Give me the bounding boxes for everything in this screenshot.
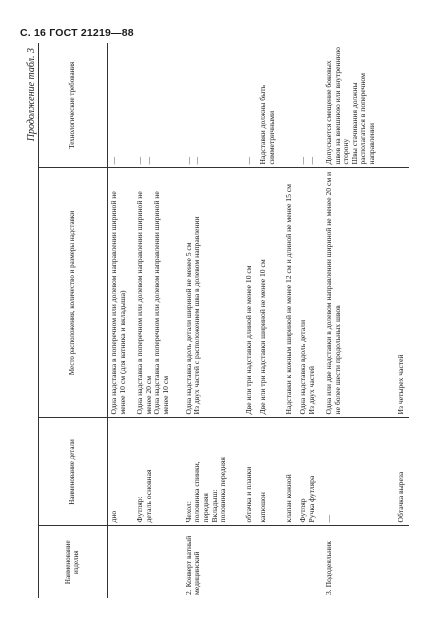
cell-requirements (323, 43, 395, 168)
cell-line: Из двух частей с расположением шва в долевом направлении (192, 216, 202, 415)
table-body (108, 43, 410, 598)
cell-place (395, 168, 409, 418)
cell-line: клапан кожной (283, 474, 293, 523)
page-header: С. 16 ГОСТ 21219—88 (20, 27, 134, 39)
cell-place (323, 168, 395, 418)
table-row (283, 43, 297, 598)
cell-line: — (298, 156, 308, 165)
cell-line: Вкладыш: (209, 489, 219, 523)
cell-line: капюшон (258, 492, 268, 523)
cell-requirements (183, 43, 243, 168)
cell-part (134, 418, 183, 526)
cell-place (243, 168, 257, 418)
cell-line: Надставки к кожным шириной не менее 12 см и длиной не менее 15 см (283, 184, 293, 415)
cell-requirements (243, 43, 257, 168)
cell-line: Футляр: (134, 496, 144, 523)
cell-requirements (395, 43, 409, 168)
cell-place (283, 168, 297, 418)
cell-line: половинка передняя (218, 457, 228, 523)
cell-line: — (192, 156, 202, 165)
cell-line: деталь основная (143, 469, 153, 523)
cell-part (395, 418, 409, 526)
cell-line: — (244, 156, 254, 165)
cell-line: — (109, 156, 118, 165)
table-header-row (39, 43, 108, 598)
cell-item (283, 526, 297, 598)
cell-line: — (143, 156, 153, 165)
cell-line: дно (109, 510, 118, 523)
cell-place (297, 168, 323, 418)
cell-line: — (183, 156, 193, 165)
cell-line: Одна надставка вдоль детали (298, 319, 308, 415)
cell-line: половинка спинки, (192, 461, 202, 523)
cell-item (243, 526, 257, 598)
column-header-item: Наименование изделия (39, 526, 108, 598)
rotated-table-block (24, 43, 409, 598)
table-row (323, 43, 395, 598)
table-row (134, 43, 183, 598)
cell-line: Чехол: (183, 501, 193, 523)
cell-line: 3. Пододеяльник (323, 541, 333, 595)
cell-place (183, 168, 243, 418)
cell-requirements (257, 43, 283, 168)
cell-requirements (297, 43, 323, 168)
cell-part (297, 418, 323, 526)
cell-line: Из четырех частей (395, 354, 405, 415)
cell-part (183, 418, 243, 526)
cell-line: 2. Конверт ватный медицинский (183, 535, 202, 595)
cell-line: Обтачка выреза (395, 471, 405, 523)
table-row (108, 43, 134, 598)
cell-part (257, 418, 283, 526)
cell-line: Допускается смещение боковых швов на внешнюю или внутреннюю сторону (323, 47, 351, 165)
table-caption: Продолжение табл. 3 (26, 48, 37, 142)
cell-line: Швы стачивания должны располагаться в поперечном направлении (349, 73, 377, 165)
cell-item (297, 526, 323, 598)
cell-place (257, 168, 283, 418)
cell-requirements (283, 43, 297, 168)
standard-table (38, 43, 409, 598)
table-row (243, 43, 257, 598)
cell-requirements (134, 43, 183, 168)
cell-line: Одна надставка в поперечном или долевом направлении шириной не менее 20 см (134, 191, 153, 415)
cell-line: Одна надставка в поперечном или долевом направлении шириной не менее 10 см (для ватника и вкладыша) (109, 191, 127, 415)
column-header-requirements: Технологические требования (39, 43, 108, 168)
table-row (183, 43, 243, 598)
cell-item (134, 526, 183, 598)
cell-requirements (108, 43, 134, 168)
cell-line: Надставки должны быть симметричными (258, 84, 276, 165)
cell-line: Одна надставка вдоль детали шириной не менее 5 см (183, 242, 193, 415)
cell-line: передняя (201, 493, 210, 523)
cell-place (134, 168, 183, 418)
cell-item (183, 526, 243, 598)
table-row (257, 43, 283, 598)
column-header-part: Наименование детали (39, 418, 108, 526)
cell-line: обтачка и планки (244, 466, 254, 523)
table-row (395, 43, 409, 598)
cell-item (323, 526, 395, 598)
column-header-place: Место расположения, количество и размеры надставки (39, 168, 108, 418)
cell-line: Одна надставка в поперечном или долевом направлении шириной не менее 10 см (152, 191, 170, 415)
cell-line: Одна или две надставки в долевом направлении шириной не менее 20 см и не более шести продольных швов (323, 171, 342, 415)
cell-item (108, 526, 134, 598)
cell-line: Из двух частей (306, 366, 316, 415)
cell-line: Футляр (298, 498, 308, 523)
cell-part (243, 418, 257, 526)
cell-place (108, 168, 134, 418)
cell-line: — (323, 514, 333, 523)
cell-line: — (306, 156, 316, 165)
cell-item (395, 526, 409, 598)
cell-part (283, 418, 297, 526)
cell-line: Две или три надставки шириной не менее 10 см (258, 259, 268, 415)
cell-line: Ручка футляра (306, 475, 316, 523)
cell-part (108, 418, 134, 526)
cell-item (257, 526, 283, 598)
cell-line: — (134, 156, 144, 165)
cell-part (323, 418, 395, 526)
cell-line: Две или три надставки длиной не менее 10 см (244, 265, 254, 415)
table-row (297, 43, 323, 598)
